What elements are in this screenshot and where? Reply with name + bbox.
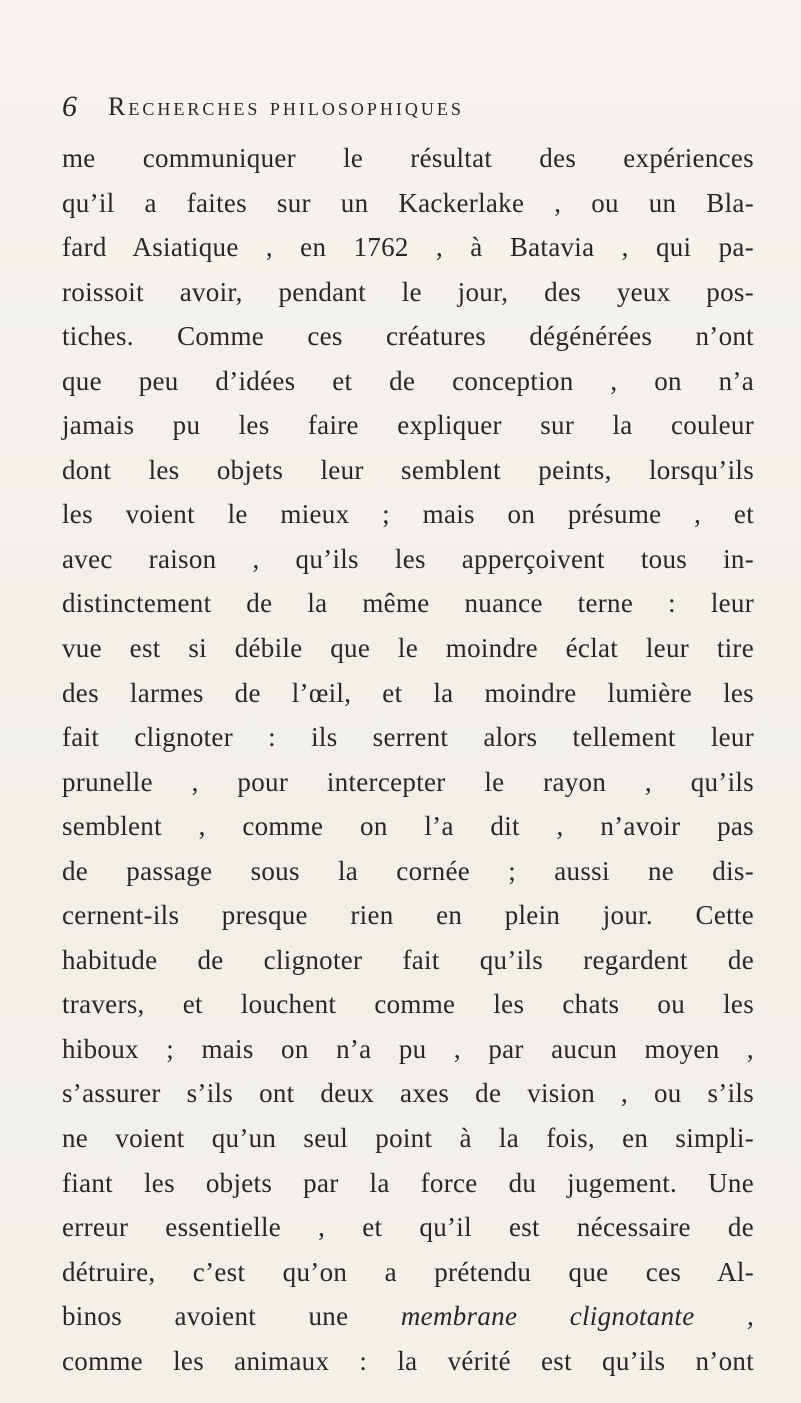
text-line: ne voient qu’un seul point à la fois, en simpli- [62,1123,754,1154]
text-line: fiant les objets par la force du jugement. Une [62,1167,754,1198]
text-line: erreur essentielle , et qu’il est nécessaire de [62,1212,754,1243]
text-line-with-italic [62,1294,754,1339]
text-line: dont les objets leur semblent peints, lorsqu’ils [62,454,754,485]
running-title: Recherches philosophiques [108,92,464,121]
text-line: qu’il a faites sur un Kackerlake , ou un Bla- [62,187,754,218]
page-number: 6 [62,90,77,123]
text-line: fard Asiatique , en 1762 , à Batavia , qui pa- [62,232,754,263]
text-line: des larmes de l’œil, et la moindre lumière les [62,677,754,708]
text-line: roissoit avoir, pendant le jour, des yeux pos- [62,276,754,307]
text-line: habitude de clignoter fait qu’ils regardent de [62,944,754,975]
running-head [62,88,762,124]
text-line: avec raison , qu’ils les apperçoivent tous in- [62,543,754,574]
line-prefix: binos avoient une [62,1301,401,1332]
text-line: les voient le mieux ; mais on présume , et [62,499,754,530]
text-line: fait clignoter : ils serrent alors tellement leur [62,722,754,753]
text-line: détruire, c’est qu’on a prétendu que ces Al- [62,1256,754,1287]
text-line: tiches. Comme ces créatures dégénérées n’ont [62,321,754,352]
text-line: jamais pu les faire expliquer sur la couleur [62,410,754,441]
text-line: hiboux ; mais on n’a pu , par aucun moyen , [62,1033,754,1064]
text-line: semblent , comme on l’a dit , n’avoir pas [62,811,754,842]
text-line: distinctement de la même nuance terne : leur [62,588,754,619]
text-line: me communiquer le résultat des expériences [62,143,754,173]
text-line: que peu d’idées et de conception , on n’a [62,365,754,396]
italic-term: membrane clignotante , [400,1301,755,1332]
body-text [62,136,754,1383]
text-line: cernent-ils presque rien en plein jour. Cette [62,900,754,931]
text-line: s’assurer s’ils ont deux axes de vision , ou s’ils [62,1078,754,1109]
text-line: travers, et louchent comme les chats ou les [62,989,754,1020]
text-line: de passage sous la cornée ; aussi ne dis- [62,855,754,886]
text-line: comme les animaux : la vérité est qu’ils n’ont [62,1345,754,1376]
text-line: vue est si débile que le moindre éclat leur tire [62,633,754,664]
text-line: prunelle , pour intercepter le rayon , qu’ils [62,766,754,797]
